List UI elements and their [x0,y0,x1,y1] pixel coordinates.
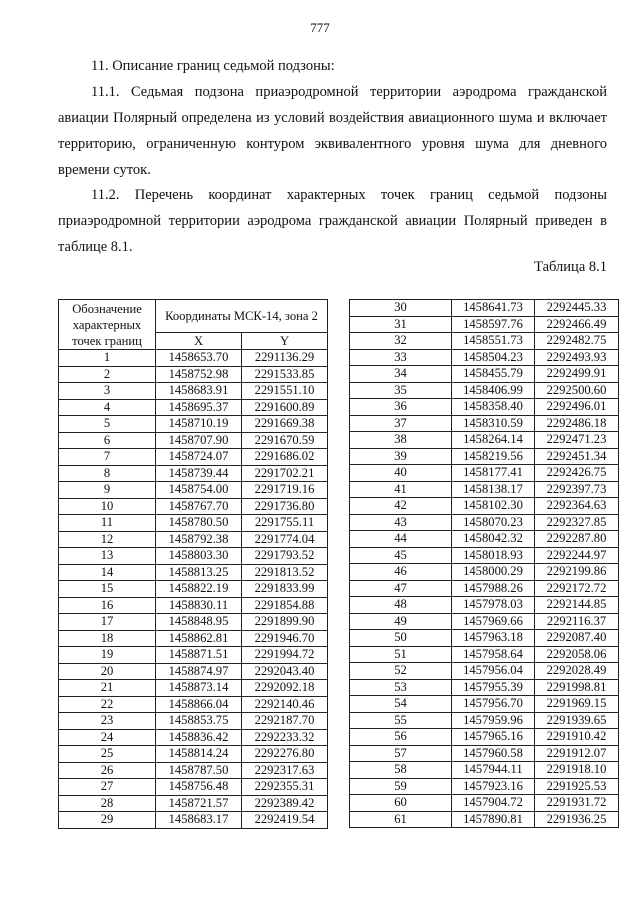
y-coordinate-cell: 2291813.52 [242,564,328,581]
table-row [350,696,619,713]
y-coordinate-cell: 2292499.91 [535,366,619,383]
point-number-cell: 50 [350,630,452,647]
y-coordinate-cell: 2292451.34 [535,448,619,465]
x-coordinate-cell: 1458177.41 [452,465,535,482]
y-coordinate-cell: 2291969.15 [535,696,619,713]
y-coordinate-cell: 2291533.85 [242,366,328,383]
y-coordinate-cell: 2292482.75 [535,333,619,350]
y-coordinate-cell: 2291736.80 [242,498,328,515]
y-coordinate-cell: 2291899.90 [242,614,328,631]
y-coordinate-cell: 2291939.65 [535,712,619,729]
y-coordinate-cell: 2291912.07 [535,745,619,762]
y-coordinate-cell: 2292500.60 [535,382,619,399]
point-number-cell: 22 [59,696,156,713]
x-coordinate-cell: 1458873.14 [156,680,242,697]
y-coordinate-cell: 2291910.42 [535,729,619,746]
point-number-cell: 16 [59,597,156,614]
x-coordinate-cell: 1457960.58 [452,745,535,762]
table-row [350,811,619,828]
x-coordinate-cell: 1458653.70 [156,350,242,367]
table-row [350,762,619,779]
x-coordinate-cell: 1458551.73 [452,333,535,350]
point-number-cell: 9 [59,482,156,499]
y-coordinate-cell: 2292233.32 [242,729,328,746]
x-coordinate-cell: 1458406.99 [452,382,535,399]
table-row [59,746,328,763]
table-row [59,465,328,482]
section-heading: 11. Описание границ седьмой подзоны: [91,58,335,74]
x-coordinate-cell: 1458752.98 [156,366,242,383]
x-coordinate-cell: 1458695.37 [156,399,242,416]
x-coordinate-cell: 1458780.50 [156,515,242,532]
y-coordinate-cell: 2292116.37 [535,613,619,630]
col-header-x: X [156,333,242,350]
y-coordinate-cell: 2291925.53 [535,778,619,795]
x-coordinate-cell: 1458358.40 [452,399,535,416]
table-row [350,679,619,696]
point-number-cell: 8 [59,465,156,482]
point-number-cell: 6 [59,432,156,449]
point-number-cell: 32 [350,333,452,350]
point-number-cell: 5 [59,416,156,433]
y-coordinate-cell: 2292426.75 [535,465,619,482]
point-number-cell: 18 [59,630,156,647]
y-coordinate-cell: 2292187.70 [242,713,328,730]
point-number-cell: 45 [350,547,452,564]
x-coordinate-cell: 1457959.96 [452,712,535,729]
table-row [59,548,328,565]
point-number-cell: 27 [59,779,156,796]
x-coordinate-cell: 1458848.95 [156,614,242,631]
table-row [59,597,328,614]
y-coordinate-cell: 2292355.31 [242,779,328,796]
table-row [350,630,619,647]
y-coordinate-cell: 2291994.72 [242,647,328,664]
y-coordinate-cell: 2291793.52 [242,548,328,565]
table-row [350,547,619,564]
point-number-cell: 14 [59,564,156,581]
y-coordinate-cell: 2292043.40 [242,663,328,680]
x-coordinate-cell: 1458310.59 [452,415,535,432]
y-coordinate-cell: 2291702.21 [242,465,328,482]
point-number-cell: 61 [350,811,452,828]
y-coordinate-cell: 2292058.06 [535,646,619,663]
table-row [350,729,619,746]
y-coordinate-cell: 2292419.54 [242,812,328,829]
point-number-cell: 13 [59,548,156,565]
x-coordinate-cell: 1457958.64 [452,646,535,663]
x-coordinate-cell: 1458000.29 [452,564,535,581]
table-row [59,498,328,515]
x-coordinate-cell: 1457955.39 [452,679,535,696]
table-row [59,416,328,433]
point-number-cell: 2 [59,366,156,383]
table-row [59,383,328,400]
table-row [59,432,328,449]
y-coordinate-cell: 2291755.11 [242,515,328,532]
y-coordinate-cell: 2292087.40 [535,630,619,647]
point-number-cell: 21 [59,680,156,697]
y-coordinate-cell: 2291551.10 [242,383,328,400]
x-coordinate-cell: 1458862.81 [156,630,242,647]
x-coordinate-cell: 1458814.24 [156,746,242,763]
coordinates-table-left [58,299,328,829]
x-coordinate-cell: 1458597.76 [452,316,535,333]
x-coordinate-cell: 1458018.93 [452,547,535,564]
table-row [59,350,328,367]
table-row [59,680,328,697]
table-row [350,564,619,581]
point-number-cell: 15 [59,581,156,598]
point-number-cell: 4 [59,399,156,416]
table-row [59,614,328,631]
x-coordinate-cell: 1458707.90 [156,432,242,449]
point-number-cell: 17 [59,614,156,631]
point-number-cell: 52 [350,663,452,680]
y-coordinate-cell: 2292028.49 [535,663,619,680]
table-row [350,349,619,366]
point-number-cell: 37 [350,415,452,432]
x-coordinate-cell: 1458830.11 [156,597,242,614]
table-row [59,630,328,647]
table-row [350,597,619,614]
y-coordinate-cell: 2292172.72 [535,580,619,597]
table-caption: Таблица 8.1 [534,259,607,275]
point-number-cell: 26 [59,762,156,779]
x-coordinate-cell: 1457988.26 [452,580,535,597]
x-coordinate-cell: 1458803.30 [156,548,242,565]
table-row [350,613,619,630]
x-coordinate-cell: 1458822.19 [156,581,242,598]
point-number-cell: 29 [59,812,156,829]
table-row [350,745,619,762]
point-number-cell: 46 [350,564,452,581]
col-header-coordinates: Координаты МСК-14, зона 2 [156,300,328,333]
x-coordinate-cell: 1458739.44 [156,465,242,482]
table-row [59,647,328,664]
point-number-cell: 57 [350,745,452,762]
table-row [350,498,619,515]
y-coordinate-cell: 2291600.89 [242,399,328,416]
table-row [59,663,328,680]
table-row [350,646,619,663]
coordinates-table-right [349,299,619,828]
point-number-cell: 53 [350,679,452,696]
point-number-cell: 28 [59,795,156,812]
point-number-cell: 54 [350,696,452,713]
y-coordinate-cell: 2292389.42 [242,795,328,812]
point-number-cell: 24 [59,729,156,746]
y-coordinate-cell: 2291719.16 [242,482,328,499]
table-row [59,795,328,812]
point-number-cell: 55 [350,712,452,729]
x-coordinate-cell: 1458724.07 [156,449,242,466]
x-coordinate-cell: 1458787.50 [156,762,242,779]
point-number-cell: 59 [350,778,452,795]
x-coordinate-cell: 1458641.73 [452,300,535,317]
point-number-cell: 31 [350,316,452,333]
x-coordinate-cell: 1458767.70 [156,498,242,515]
point-number-cell: 12 [59,531,156,548]
table-row [59,399,328,416]
table-row [59,581,328,598]
y-coordinate-cell: 2291931.72 [535,795,619,812]
y-coordinate-cell: 2291936.25 [535,811,619,828]
x-coordinate-cell: 1458853.75 [156,713,242,730]
col-header-y: Y [242,333,328,350]
table-row [59,779,328,796]
x-coordinate-cell: 1458871.51 [156,647,242,664]
table-row [350,795,619,812]
y-coordinate-cell: 2292486.18 [535,415,619,432]
point-number-cell: 47 [350,580,452,597]
point-number-cell: 43 [350,514,452,531]
y-coordinate-cell: 2291774.04 [242,531,328,548]
point-number-cell: 40 [350,465,452,482]
point-number-cell: 33 [350,349,452,366]
table-row [59,515,328,532]
table-row [350,333,619,350]
point-number-cell: 36 [350,399,452,416]
point-number-cell: 41 [350,481,452,498]
y-coordinate-cell: 2291669.38 [242,416,328,433]
table-row [59,762,328,779]
x-coordinate-cell: 1457965.16 [452,729,535,746]
table-row [59,366,328,383]
table-row [350,366,619,383]
table-row [350,514,619,531]
y-coordinate-cell: 2292493.93 [535,349,619,366]
y-coordinate-cell: 2292466.49 [535,316,619,333]
x-coordinate-cell: 1457969.66 [452,613,535,630]
y-coordinate-cell: 2292471.23 [535,432,619,449]
x-coordinate-cell: 1458710.19 [156,416,242,433]
point-number-cell: 1 [59,350,156,367]
table-row [59,482,328,499]
point-number-cell: 10 [59,498,156,515]
table-row [350,531,619,548]
point-number-cell: 3 [59,383,156,400]
x-coordinate-cell: 1457944.11 [452,762,535,779]
point-number-cell: 19 [59,647,156,664]
table-row [350,712,619,729]
point-number-cell: 20 [59,663,156,680]
y-coordinate-cell: 2292317.63 [242,762,328,779]
y-coordinate-cell: 2292364.63 [535,498,619,515]
x-coordinate-cell: 1457890.81 [452,811,535,828]
x-coordinate-cell: 1458754.00 [156,482,242,499]
point-number-cell: 44 [350,531,452,548]
y-coordinate-cell: 2292287.80 [535,531,619,548]
table-row [350,300,619,317]
point-number-cell: 30 [350,300,452,317]
x-coordinate-cell: 1458836.42 [156,729,242,746]
y-coordinate-cell: 2291670.59 [242,432,328,449]
x-coordinate-cell: 1457963.18 [452,630,535,647]
x-coordinate-cell: 1457904.72 [452,795,535,812]
x-coordinate-cell: 1458683.91 [156,383,242,400]
table-row [59,812,328,829]
x-coordinate-cell: 1457923.16 [452,778,535,795]
table-row [350,465,619,482]
col-header-points: Обозначение характерных точек границ [59,300,156,350]
x-coordinate-cell: 1458792.38 [156,531,242,548]
table-row [59,713,328,730]
y-coordinate-cell: 2291946.70 [242,630,328,647]
point-number-cell: 49 [350,613,452,630]
point-number-cell: 25 [59,746,156,763]
y-coordinate-cell: 2291998.81 [535,679,619,696]
table-row [59,729,328,746]
x-coordinate-cell: 1458455.79 [452,366,535,383]
point-number-cell: 7 [59,449,156,466]
point-number-cell: 39 [350,448,452,465]
x-coordinate-cell: 1457956.70 [452,696,535,713]
y-coordinate-cell: 2291833.99 [242,581,328,598]
x-coordinate-cell: 1458683.17 [156,812,242,829]
point-number-cell: 56 [350,729,452,746]
point-number-cell: 23 [59,713,156,730]
y-coordinate-cell: 2292199.86 [535,564,619,581]
point-number-cell: 42 [350,498,452,515]
x-coordinate-cell: 1458264.14 [452,432,535,449]
table-row [59,696,328,713]
page-number: 777 [310,20,330,35]
table-row [350,382,619,399]
y-coordinate-cell: 2292144.85 [535,597,619,614]
x-coordinate-cell: 1458813.25 [156,564,242,581]
point-number-cell: 11 [59,515,156,532]
paragraph-11-1: 11.1. Седьмая подзона приаэродромной территории аэродрома гражданской авиации Полярный определена из условий воздействия авиационного шума и включает территорию, ограниченную контуром эквивалентного уровня шума для дневного времени суток. [58,84,607,178]
x-coordinate-cell: 1458504.23 [452,349,535,366]
x-coordinate-cell: 1458874.97 [156,663,242,680]
x-coordinate-cell: 1458070.23 [452,514,535,531]
table-row [350,415,619,432]
x-coordinate-cell: 1458102.30 [452,498,535,515]
x-coordinate-cell: 1457956.04 [452,663,535,680]
point-number-cell: 35 [350,382,452,399]
y-coordinate-cell: 2292445.33 [535,300,619,317]
y-coordinate-cell: 2292092.18 [242,680,328,697]
y-coordinate-cell: 2291136.29 [242,350,328,367]
y-coordinate-cell: 2292140.46 [242,696,328,713]
y-coordinate-cell: 2292327.85 [535,514,619,531]
point-number-cell: 48 [350,597,452,614]
x-coordinate-cell: 1458219.56 [452,448,535,465]
x-coordinate-cell: 1457978.03 [452,597,535,614]
point-number-cell: 60 [350,795,452,812]
table-row [350,481,619,498]
y-coordinate-cell: 2291854.88 [242,597,328,614]
y-coordinate-cell: 2291686.02 [242,449,328,466]
table-row [59,449,328,466]
x-coordinate-cell: 1458138.17 [452,481,535,498]
table-row [350,663,619,680]
point-number-cell: 58 [350,762,452,779]
point-number-cell: 51 [350,646,452,663]
table-row [350,448,619,465]
point-number-cell: 38 [350,432,452,449]
y-coordinate-cell: 2292496.01 [535,399,619,416]
table-row [59,531,328,548]
y-coordinate-cell: 2292276.80 [242,746,328,763]
y-coordinate-cell: 2292397.73 [535,481,619,498]
y-coordinate-cell: 2291918.10 [535,762,619,779]
x-coordinate-cell: 1458721.57 [156,795,242,812]
point-number-cell: 34 [350,366,452,383]
x-coordinate-cell: 1458042.32 [452,531,535,548]
table-row [350,399,619,416]
x-coordinate-cell: 1458866.04 [156,696,242,713]
paragraph-11-2: 11.2. Перечень координат характерных точек границ седьмой подзоны приаэродромной территории аэродрома гражданской авиации Полярный приведен в таблице 8.1. [58,187,607,255]
table-row [350,778,619,795]
table-row [350,316,619,333]
y-coordinate-cell: 2292244.97 [535,547,619,564]
table-row [350,580,619,597]
table-row [59,564,328,581]
table-row [350,432,619,449]
x-coordinate-cell: 1458756.48 [156,779,242,796]
